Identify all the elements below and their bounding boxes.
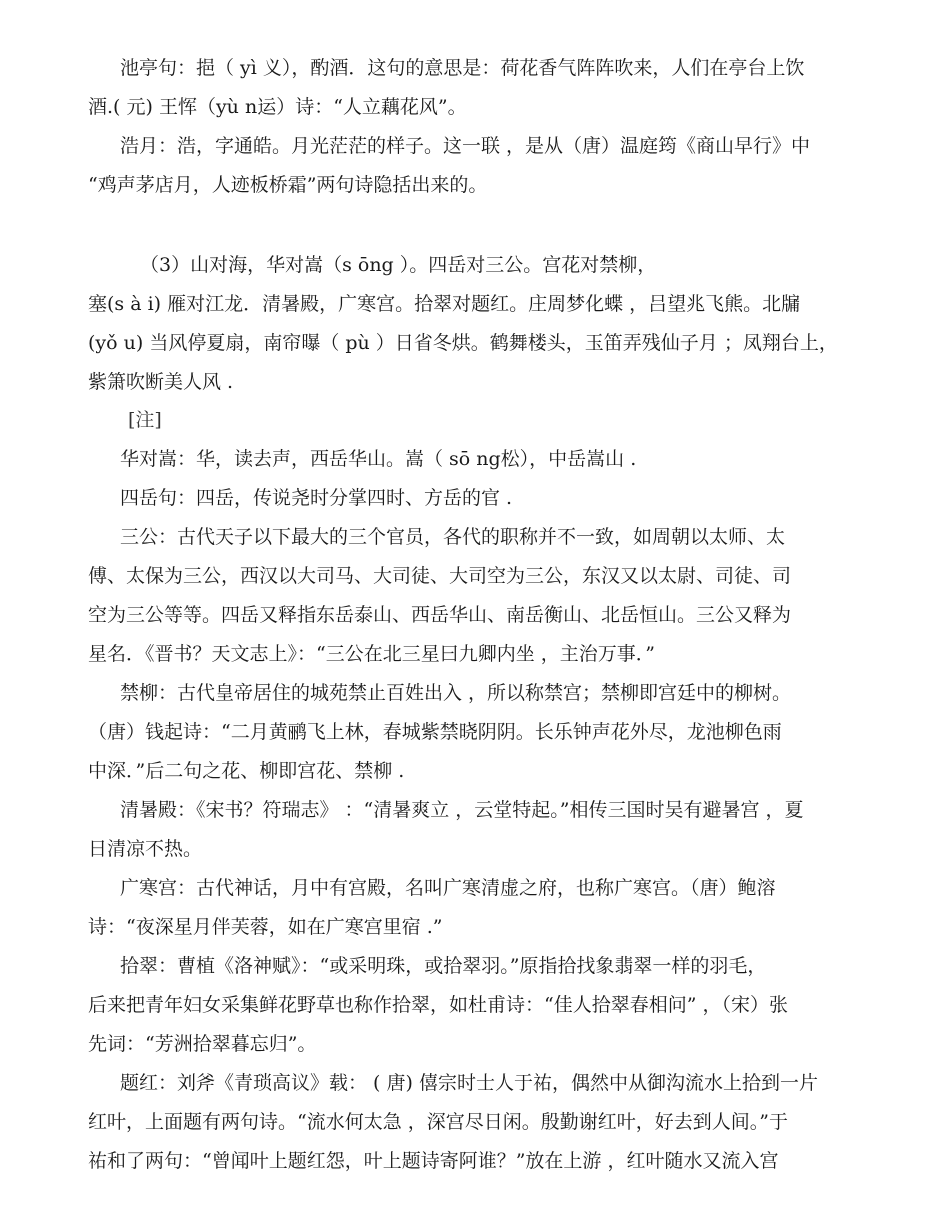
text-line: 酒.( 元) 王恽（yù n运）诗：“人立藕花风”。 — [88, 96, 467, 118]
text-line: 广寒宫：古代神话，月中有宫殿，名叫广寒清虚之府，也称广寒宫。（唐）鲍溶 — [120, 877, 776, 899]
text-line: 中深．”后二句之花、柳即宫花、禁柳 . — [88, 760, 405, 782]
text-line: 四岳句：四岳，传说尧时分掌四时、方岳的官 . — [120, 487, 513, 509]
text-line: 空为三公等等。四岳又释指东岳泰山、西岳华山、南岳衡山、北岳恒山。三公又释为 — [88, 604, 792, 626]
text-line: 傅、太保为三公，西汉以大司马、大司徒、大司空为三公，东汉又以太尉、司徒、司 — [88, 565, 792, 587]
text-line: （3）山对海，华对嵩（s ōng ）。四岳对三公。宫花对禁柳， — [140, 254, 657, 276]
text-line: （唐）钱起诗：“二月黄鹂飞上林，春城紫禁晓阴阴。长乐钟声花外尽，龙池柳色雨 — [88, 721, 782, 743]
text-line: 星名．《晋书？天文志上》：“三公在北三星曰九卿内坐 ，主治万事．” — [88, 643, 655, 665]
text-line: 浩月：浩，字通皓。月光茫茫的样子。这一联 ，是从（唐）温庭筠《商山早行》中 — [120, 135, 811, 157]
text-line: 华对嵩：华，读去声，西岳华山。嵩（ sō ng松），中岳嵩山 . — [120, 448, 637, 470]
text-line: 题红：刘斧《青琐高议》载： ( 唐) 僖宗时士人于祐，偶然中从御沟流水上拾到一片 — [120, 1072, 818, 1094]
text-line: 拾翠：曹植《洛神赋》：“或采明珠，或拾翠羽。”原指拾找象翡翠一样的羽毛， — [120, 955, 767, 977]
text-line: 禁柳：古代皇帝居住的城苑禁止百姓出入 ，所以称禁宫；禁柳即宫廷中的柳树。 — [120, 682, 792, 704]
text-line: 紫箫吹断美人风 . — [88, 371, 234, 393]
text-line: 先词：“芳洲拾翠暮忘归”。 — [88, 1033, 317, 1055]
text-line: 祐和了两句：“曾闻叶上题红怨，叶上题诗寄阿谁？”放在上游 ，红叶随水又流入宫 — [88, 1150, 779, 1172]
text-line: 池亭句：挹（ yì 义），酌酒．这句的意思是：荷花香气阵阵吹来，人们在亭台上饮 — [120, 57, 805, 79]
text-line: 红叶，上面题有两句诗。“流水何太急 ，深宫尽日闲。殷勤谢红叶，好去到人间。”于 — [88, 1111, 788, 1133]
text-line: 诗：“夜深星月伴芙蓉，如在广寒宫里宿 .” — [88, 916, 443, 938]
text-line: 日清凉不热。 — [88, 838, 203, 860]
text-line: 塞(s à i) 雁对江龙．清暑殿，广寒宫。拾翠对题红。庄周梦化蝶 ，吕望兆飞熊。北牖 — [88, 293, 801, 315]
text-line: 三公：古代天子以下最大的三个官员，各代的职称并不一致，如周朝以太师、太 — [120, 526, 786, 548]
text-line: “鸡声茅店月，人迹板桥霜”两句诗隐括出来的。 — [88, 174, 488, 196]
text-line: (yǒ u) 当风停夏扇，南帘曝（ pù ）日省冬烘。鹤舞楼头，玉笛弄残仙子月 ；凤翔台上， — [88, 332, 838, 354]
note-heading: [注] — [128, 409, 162, 431]
text-line: 后来把青年妇女采集鲜花野草也称作拾翠，如杜甫诗：“佳人拾翠春相问” ，（宋）张 — [88, 994, 788, 1016]
text-line: 清暑殿：《宋书？符瑞志》 ：“清暑爽立 ，云堂特起。”相传三国时吴有避暑宫 ，夏 — [120, 799, 804, 821]
